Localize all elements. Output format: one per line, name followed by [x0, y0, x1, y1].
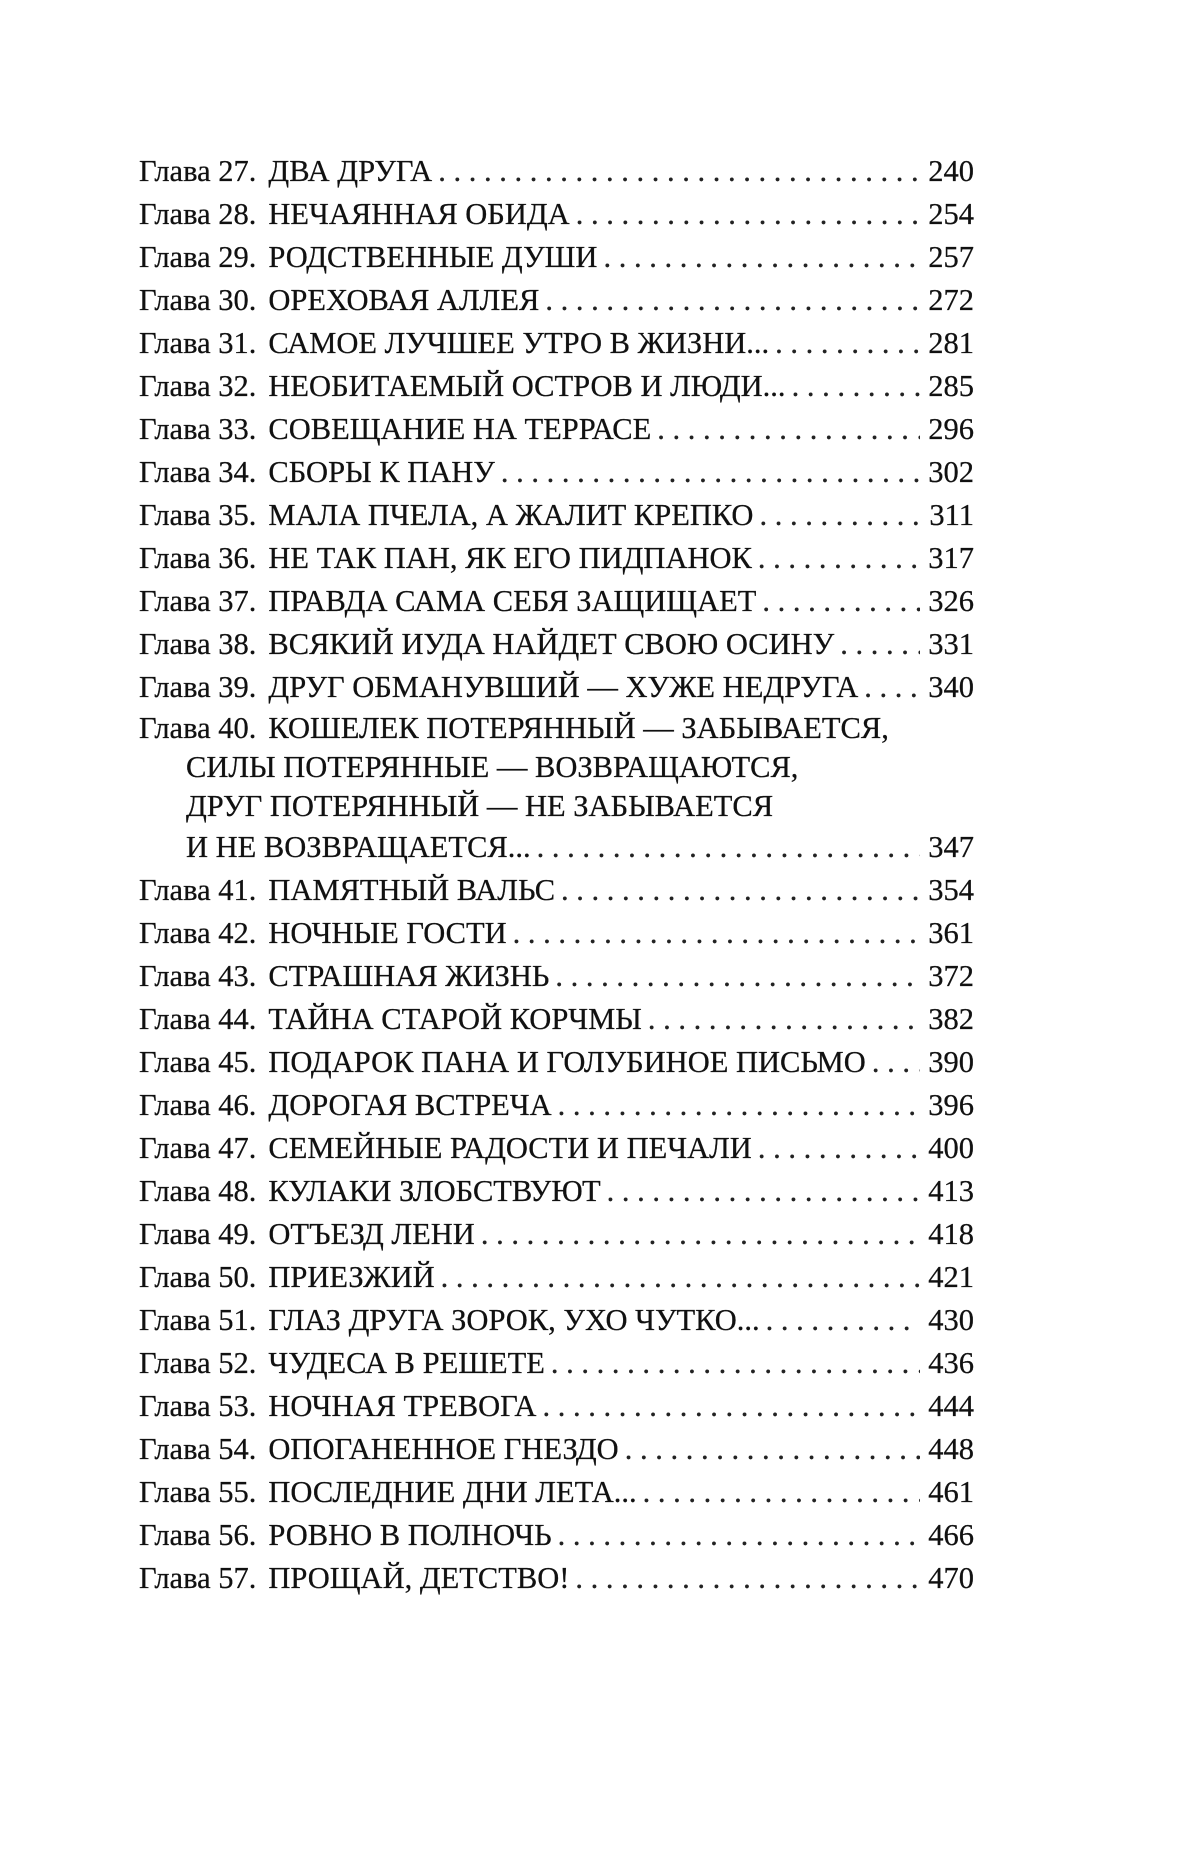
chapter-label: Глава 50. [139, 1260, 257, 1294]
chapter-title: ПОСЛЕДНИЕ ДНИ ЛЕТА... [268, 1475, 637, 1509]
chapter-title: РОДСТВЕННЫЕ ДУШИ [268, 240, 598, 274]
page-number: 296 [928, 412, 974, 446]
chapter-label: Глава 33. [139, 412, 257, 446]
page-number: 418 [928, 1217, 974, 1251]
chapter-title: ПРОЩАЙ, ДЕТСТВО! [268, 1561, 570, 1595]
toc-entry-50 [139, 1256, 974, 1299]
page-number: 436 [928, 1346, 974, 1380]
page-number: 354 [928, 873, 974, 907]
dot-leader [481, 1213, 920, 1256]
chapter-title: ЧУДЕСА В РЕШЕТЕ [268, 1346, 545, 1380]
chapter-label: Глава 30. [139, 283, 257, 317]
toc-entry-36 [139, 537, 974, 580]
dot-leader [762, 580, 920, 623]
chapter-label: Глава 27. [139, 154, 257, 188]
toc-entry-41 [139, 869, 974, 912]
page-number: 272 [928, 283, 974, 317]
dot-leader [657, 408, 920, 451]
toc-entry-45 [139, 1041, 974, 1084]
chapter-title: ОПОГАНЕННОЕ ГНЕЗДО [268, 1432, 619, 1466]
toc-entry-51 [139, 1299, 974, 1342]
chapter-title: КУЛАКИ ЗЛОБСТВУЮТ [268, 1174, 601, 1208]
toc-entry-55 [139, 1471, 974, 1514]
chapter-label: Глава 54. [139, 1432, 257, 1466]
chapter-title-line-4: И НЕ ВОЗВРАЩАЕТСЯ... [186, 830, 531, 864]
page-number: 331 [928, 627, 974, 661]
dot-leader [603, 236, 920, 279]
dot-leader [758, 537, 920, 580]
chapter-label: Глава 45. [139, 1045, 257, 1079]
chapter-label: Глава 32. [139, 369, 257, 403]
dot-leader [648, 998, 920, 1041]
page-number: 347 [928, 830, 974, 864]
chapter-label: Глава 36. [139, 541, 257, 575]
toc-entry-52 [139, 1342, 974, 1385]
dot-leader [759, 494, 920, 537]
chapter-title: СТРАШНАЯ ЖИЗНЬ [268, 959, 550, 993]
page-number: 257 [928, 240, 974, 274]
toc-entry-46 [139, 1084, 974, 1127]
page-number: 382 [928, 1002, 974, 1036]
chapter-label: Глава 51. [139, 1303, 257, 1337]
dot-leader [545, 279, 920, 322]
table-of-contents [139, 150, 974, 1600]
toc-entry-53 [139, 1385, 974, 1428]
toc-entry-28 [139, 193, 974, 236]
dot-leader [537, 826, 920, 869]
chapter-label: Глава 38. [139, 627, 257, 661]
chapter-label: Глава 57. [139, 1561, 257, 1595]
toc-entry-44 [139, 998, 974, 1041]
page-number: 390 [928, 1045, 974, 1079]
chapter-title: ПОДАРОК ПАНА И ГОЛУБИНОЕ ПИСЬМО [268, 1045, 866, 1079]
dot-leader [758, 1127, 920, 1170]
chapter-label: Глава 47. [139, 1131, 257, 1165]
toc-entry-35 [139, 494, 974, 537]
dot-leader [438, 150, 920, 193]
dot-leader [441, 1256, 920, 1299]
chapter-label: Глава 37. [139, 584, 257, 618]
page-number: 466 [928, 1518, 974, 1552]
chapter-label: Глава 46. [139, 1088, 257, 1122]
toc-entry-47 [139, 1127, 974, 1170]
toc-entry-57 [139, 1557, 974, 1600]
toc-entry-34 [139, 451, 974, 494]
page-number: 311 [929, 498, 974, 532]
dot-leader [625, 1428, 920, 1471]
toc-entry-38 [139, 623, 974, 666]
page-number: 430 [928, 1303, 974, 1337]
page-number: 326 [928, 584, 974, 618]
page-number: 400 [928, 1131, 974, 1165]
chapter-title: ПРИЕЗЖИЙ [268, 1260, 435, 1294]
chapter-label: Глава 56. [139, 1518, 257, 1552]
toc-entry-48 [139, 1170, 974, 1213]
chapter-title: СБОРЫ К ПАНУ [268, 455, 495, 489]
page-number: 448 [928, 1432, 974, 1466]
chapter-label: Глава 40. [139, 711, 257, 745]
chapter-label: Глава 48. [139, 1174, 257, 1208]
chapter-title-line-1: КОШЕЛЕК ПОТЕРЯННЫЙ — ЗАБЫВАЕТСЯ, [268, 711, 889, 745]
page-number: 240 [928, 154, 974, 188]
page-number: 372 [928, 959, 974, 993]
toc-entry-54 [139, 1428, 974, 1471]
page-number: 444 [928, 1389, 974, 1423]
toc-entry-42 [139, 912, 974, 955]
chapter-label: Глава 55. [139, 1475, 257, 1509]
chapter-title: ОТЪЕЗД ЛЕНИ [268, 1217, 475, 1251]
page-number: 413 [928, 1174, 974, 1208]
chapter-title: ПРАВДА САМА СЕБЯ ЗАЩИЩАЕТ [268, 584, 757, 618]
chapter-label: Глава 42. [139, 916, 257, 950]
page-number: 396 [928, 1088, 974, 1122]
dot-leader [513, 912, 920, 955]
chapter-title-line-2: СИЛЫ ПОТЕРЯННЫЕ — ВОЗВРАЩАЮТСЯ, [186, 750, 799, 784]
toc-entry-32 [139, 365, 974, 408]
chapter-title: НЕ ТАК ПАН, ЯК ЕГО ПИДПАНОК [268, 541, 752, 575]
chapter-label: Глава 43. [139, 959, 257, 993]
chapter-label: Глава 28. [139, 197, 257, 231]
toc-entry-30 [139, 279, 974, 322]
dot-leader [607, 1170, 920, 1213]
toc-entry-49 [139, 1213, 974, 1256]
dot-leader [561, 869, 920, 912]
chapter-label: Глава 52. [139, 1346, 257, 1380]
chapter-label: Глава 34. [139, 455, 257, 489]
dot-leader [551, 1342, 920, 1385]
dot-leader [576, 193, 920, 236]
dot-leader [643, 1471, 920, 1514]
chapter-label: Глава 35. [139, 498, 257, 532]
page-number: 285 [928, 369, 974, 403]
toc-entry-56 [139, 1514, 974, 1557]
dot-leader [501, 451, 920, 494]
toc-entry-31 [139, 322, 974, 365]
chapter-title: НОЧНАЯ ТРЕВОГА [268, 1389, 537, 1423]
chapter-title: РОВНО В ПОЛНОЧЬ [268, 1518, 552, 1552]
chapter-title: СЕМЕЙНЫЕ РАДОСТИ И ПЕЧАЛИ [268, 1131, 752, 1165]
chapter-label: Глава 53. [139, 1389, 257, 1423]
toc-entry-40 [139, 709, 974, 869]
page-number: 317 [928, 541, 974, 575]
dot-leader [555, 955, 920, 998]
page-number: 361 [928, 916, 974, 950]
page-number: 340 [928, 670, 974, 704]
dot-leader [840, 623, 920, 666]
dot-leader [792, 365, 920, 408]
chapter-title: МАЛА ПЧЕЛА, А ЖАЛИТ КРЕПКО [268, 498, 754, 532]
toc-entry-33 [139, 408, 974, 451]
dot-leader [575, 1557, 920, 1600]
chapter-title: ТАЙНА СТАРОЙ КОРЧМЫ [268, 1002, 642, 1036]
chapter-title: НЕОБИТАЕМЫЙ ОСТРОВ И ЛЮДИ... [268, 369, 786, 403]
chapter-title: ОРЕХОВАЯ АЛЛЕЯ [268, 283, 540, 317]
chapter-title: ГЛАЗ ДРУГА ЗОРОК, УХО ЧУТКО... [268, 1303, 760, 1337]
toc-entry-37 [139, 580, 974, 623]
chapter-title: ДВА ДРУГА [268, 154, 433, 188]
page-number: 281 [928, 326, 974, 360]
dot-leader [864, 666, 920, 709]
toc-entry-29 [139, 236, 974, 279]
chapter-label: Глава 39. [139, 670, 257, 704]
dot-leader [766, 1299, 920, 1342]
toc-entry-27 [139, 150, 974, 193]
toc-entry-43 [139, 955, 974, 998]
page-number: 470 [928, 1561, 974, 1595]
chapter-title: ДОРОГАЯ ВСТРЕЧА [268, 1088, 552, 1122]
dot-leader [558, 1084, 920, 1127]
page-number: 421 [928, 1260, 974, 1294]
chapter-title: ВСЯКИЙ ИУДА НАЙДЕТ СВОЮ ОСИНУ [268, 627, 835, 661]
dot-leader [558, 1514, 920, 1557]
toc-entry-39 [139, 666, 974, 709]
chapter-title: СОВЕЩАНИЕ НА ТЕРРАСЕ [268, 412, 652, 446]
chapter-label: Глава 31. [139, 326, 257, 360]
page-number: 461 [928, 1475, 974, 1509]
dot-leader [872, 1041, 920, 1084]
dot-leader [542, 1385, 920, 1428]
chapter-title: НОЧНЫЕ ГОСТИ [268, 916, 507, 950]
chapter-title: ПАМЯТНЫЙ ВАЛЬС [268, 873, 556, 907]
dot-leader [775, 322, 920, 365]
page-number: 254 [928, 197, 974, 231]
chapter-title: САМОЕ ЛУЧШЕЕ УТРО В ЖИЗНИ... [268, 326, 770, 360]
page-number: 302 [928, 455, 974, 489]
chapter-label: Глава 44. [139, 1002, 257, 1036]
chapter-title-line-3: ДРУГ ПОТЕРЯННЫЙ — НЕ ЗАБЫВАЕТСЯ [186, 789, 774, 823]
chapter-label: Глава 29. [139, 240, 257, 274]
chapter-label: Глава 49. [139, 1217, 257, 1251]
chapter-label: Глава 41. [139, 873, 257, 907]
chapter-title: ДРУГ ОБМАНУВШИЙ — ХУЖЕ НЕДРУГА [268, 670, 859, 704]
chapter-title: НЕЧАЯННАЯ ОБИДА [268, 197, 570, 231]
